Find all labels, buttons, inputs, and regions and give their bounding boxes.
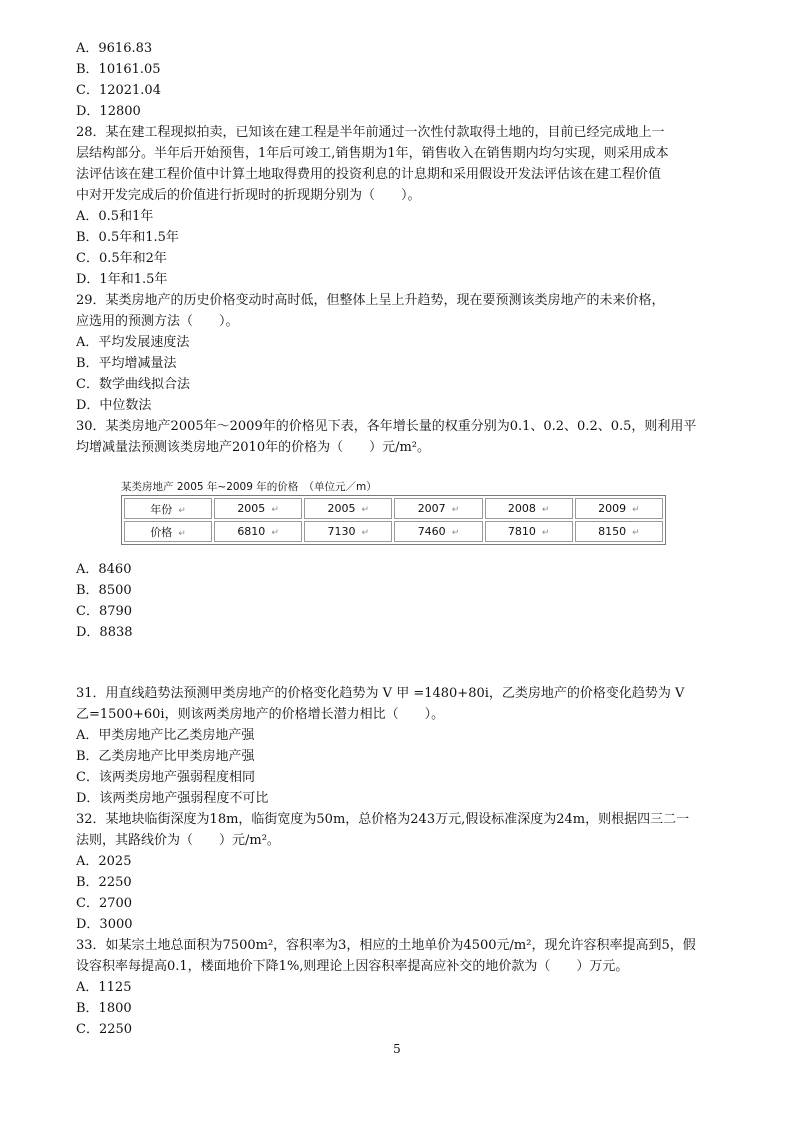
cell-end-mark: ↵ [361, 505, 370, 515]
option-b-q28: B．0.5年和1.5年 [76, 230, 179, 245]
question-29-line-2: 应选用的预测方法（ ）。 [76, 314, 239, 329]
question-31-line-1: 31．用直线趋势法预测甲类房地产的价格变化趋势为 V 甲 =1480+80i，乙类房地产的价格变化趋势为 V [76, 686, 685, 701]
option-b-q31: B．乙类房地产比甲类房地产强 [76, 749, 255, 764]
question-29-line-1: 29．某类房地产的历史价格变动时高时低，但整体上呈上升趋势，现在要预测该类房地产的未来价格， [76, 293, 665, 308]
table-cell [214, 498, 302, 519]
cell-end-mark: ↵ [271, 505, 279, 515]
option-a-q30: A．8460 [76, 562, 132, 577]
row-label-year: 年份 [150, 502, 173, 516]
price-table [121, 495, 666, 545]
option-a-q29: A．平均发展速度法 [76, 335, 190, 350]
option-a-q27: A．9616.83 [76, 41, 153, 56]
price-value: 6810 [237, 525, 266, 538]
price-table-block [121, 479, 666, 545]
question-30-line-1: 30．某类房地产2005年～2009年的价格见下表，各年增长量的权重分别为0.1、0.2、0.2、0.5，则利用平 [76, 419, 697, 434]
table-cell [394, 521, 482, 542]
table-cell [485, 498, 573, 519]
option-d-q32: D．3000 [76, 917, 133, 932]
question-28-line-1: 28．某在建工程现拟拍卖，已知该在建工程是半年前通过一次性付款取得土地的，目前已经完成地上一 [76, 125, 665, 140]
option-b-q27: B．10161.05 [76, 62, 161, 77]
question-30-line-2: 均增减量法预测该类房地产2010年的价格为（ ）元/m²。 [76, 440, 431, 455]
table-cell-header [124, 521, 212, 542]
option-a-q31: A．甲类房地产比乙类房地产强 [76, 728, 255, 743]
option-a-q32: A．2025 [76, 854, 132, 869]
table-cell [214, 521, 302, 542]
question-32-line-1: 32．某地块临街深度为18m，临街宽度为50m，总价格为243万元,假设标准深度为24m，则根据四三二一 [76, 812, 690, 827]
year-value: 2005 [237, 502, 266, 515]
question-33-line-2: 设容积率每提高0.1，楼面地价下降1%,则理论上因容积率提高应补交的地价款为（ ）万元。 [76, 959, 629, 974]
option-c-q33: C．2250 [76, 1022, 133, 1037]
option-d-q29: D．中位数法 [76, 398, 152, 413]
option-c-q32: C．2700 [76, 896, 133, 911]
question-32-line-2: 法则，其路线价为（ ）元/m²。 [76, 833, 280, 848]
question-28-line-2: 层结构部分。半年后开始预售，1年后可竣工,销售期为1年，销售收入在销售期内均匀实现，则采用成本 [76, 146, 669, 161]
table-cell-header [124, 498, 212, 519]
option-c-q29: C．数学曲线拟合法 [76, 377, 190, 392]
table-cell [304, 521, 392, 542]
option-d-q31: D．该两类房地产强弱程度不可比 [76, 791, 269, 806]
option-a-q33: A．1125 [76, 980, 132, 995]
year-value: 2005 [327, 502, 356, 515]
table-row-prices [124, 521, 663, 542]
cell-end-mark: ↵ [451, 528, 460, 538]
option-b-q29: B．平均增减量法 [76, 356, 177, 371]
table-row-years [124, 498, 663, 519]
option-c-q30: C．8790 [76, 604, 133, 619]
option-a-q28: A．0.5和1年 [76, 209, 154, 224]
question-31-line-2: 乙=1500+60i，则该两类房地产的价格增长潜力相比（ ）。 [76, 707, 445, 722]
option-c-q28: C．0.5年和2年 [76, 251, 167, 266]
question-28-line-4: 中对开发完成后的价值进行折现时的折现期分别为（ ）。 [76, 188, 421, 203]
cell-end-mark: ↵ [271, 528, 279, 538]
price-value: 7130 [327, 525, 356, 538]
option-b-q30: B．8500 [76, 583, 132, 598]
option-d-q30: D．8838 [76, 625, 133, 640]
page-number: 5 [393, 1042, 401, 1056]
row-label-price: 价格 [150, 525, 173, 539]
option-d-q28: D．1年和1.5年 [76, 272, 168, 287]
cell-end-mark: ↵ [632, 528, 640, 538]
option-c-q31: C．该两类房地产强弱程度相同 [76, 770, 255, 785]
price-value: 8150 [598, 525, 627, 538]
cell-end-mark: ↵ [361, 528, 370, 538]
table-cell [575, 498, 663, 519]
price-value: 7810 [507, 525, 536, 538]
question-28-line-3: 法评估该在建工程价值中计算土地取得费用的投资利息的计息期和采用假设开发法评估该在建工程价值 [76, 167, 662, 182]
cell-end-mark: ↵ [178, 505, 186, 516]
table-cell [304, 498, 392, 519]
table-cell [575, 521, 663, 542]
option-b-q32: B．2250 [76, 875, 132, 890]
year-value: 2009 [598, 502, 627, 515]
cell-end-mark: ↵ [451, 505, 460, 515]
year-value: 2008 [507, 502, 536, 515]
cell-end-mark: ↵ [541, 505, 550, 515]
cell-end-mark: ↵ [541, 528, 550, 538]
option-d-q27: D．12800 [76, 104, 141, 119]
table-cell [485, 521, 573, 542]
option-b-q33: B．1800 [76, 1001, 132, 1016]
cell-end-mark: ↵ [178, 528, 186, 539]
question-33-line-1: 33．如某宗土地总面积为7500m²，容积率为3，相应的土地单价为4500元/m²，现允许容积率提高到5，假 [76, 938, 696, 953]
table-caption: 某类房地产 2005 年~2009 年的价格 （单位元／m） [121, 481, 377, 493]
table-cell [394, 498, 482, 519]
year-value: 2007 [417, 502, 446, 515]
cell-end-mark: ↵ [632, 505, 640, 515]
option-c-q27: C．12021.04 [76, 83, 161, 98]
price-value: 7460 [417, 525, 446, 538]
